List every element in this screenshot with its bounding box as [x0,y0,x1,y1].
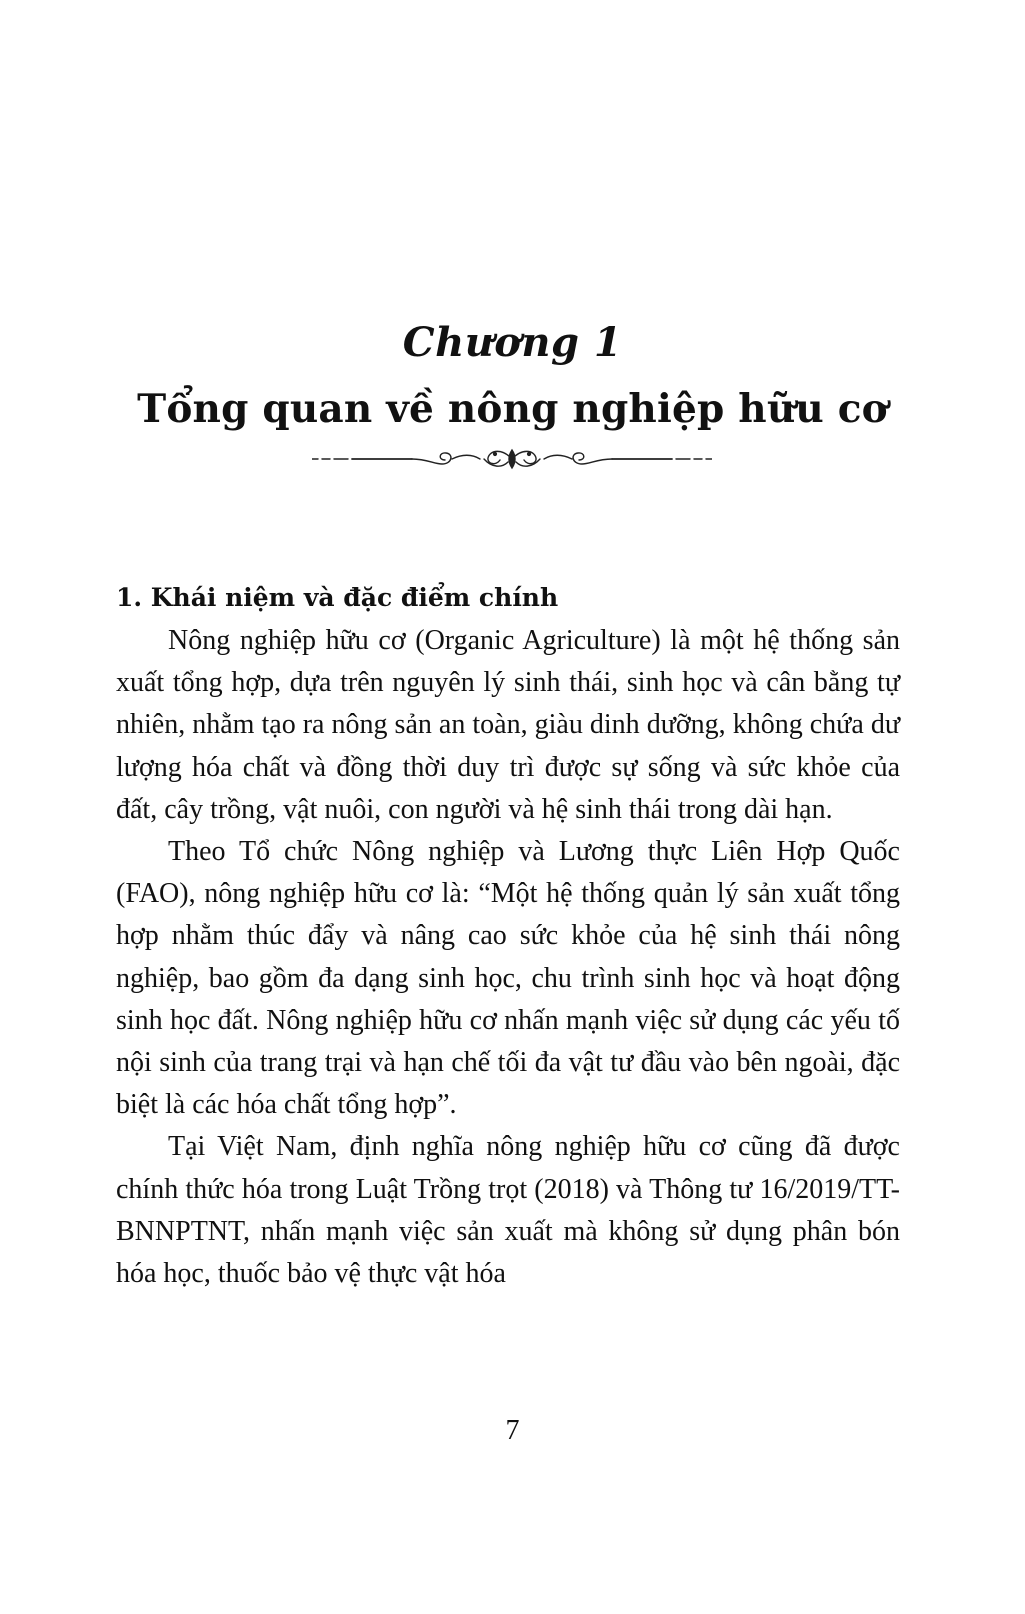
paragraph: Nông nghiệp hữu cơ (Organic Agriculture) là một hệ thống sản xuất tổng hợp, dựa trên nguyên lý sinh thái, sinh học và cân bằng tự nhiên, nhằm tạo ra nông sản an toàn, giàu dinh dưỡng, không chứa dư lượng hóa chất và đồng thời duy trì được sự sống và sức khỏe của đất, cây trồng, vật nuôi, con người và hệ sinh thái trong dài hạn. [116,625,900,825]
paragraph: Tại Việt Nam, định nghĩa nông nghiệp hữu cơ cũng đã được chính thức hóa trong Luật Trồng trọt (2018) và Thông tư 16/2019/TT-BNNPTNT, nhấn mạnh việc sản xuất mà không sử dụng phân bón hóa học, thuốc bảo vệ thực vật hóa [116,1131,900,1290]
page-number: 7 [505,1415,520,1446]
chapter-title: Tổng quan về nông nghiệp hữu cơ [137,386,888,432]
decorative-divider-icon [312,442,712,476]
chapter-label: Chương 1 [402,319,623,366]
section-heading: 1. Khái niệm và đặc điểm chính [116,583,559,612]
paragraph: Theo Tổ chức Nông nghiệp và Lương thực Liên Hợp Quốc (FAO), nông nghiệp hữu cơ là: “Một hệ thống quản lý sản xuất tổng hợp nhằm thúc đẩy và nâng cao sức khỏe của hệ sinh thái nông nghiệp, bao gồm đa dạng sinh học, chu trình sinh học và hoạt động sinh học đất. Nông nghiệp hữu cơ nhấn mạnh việc sử dụng các yếu tố nội sinh của trang trại và hạn chế tối đa vật tư đầu vào bên ngoài, đặc biệt là các hóa chất tổng hợp”. [116,836,900,1121]
chapter-body [116,576,900,1295]
